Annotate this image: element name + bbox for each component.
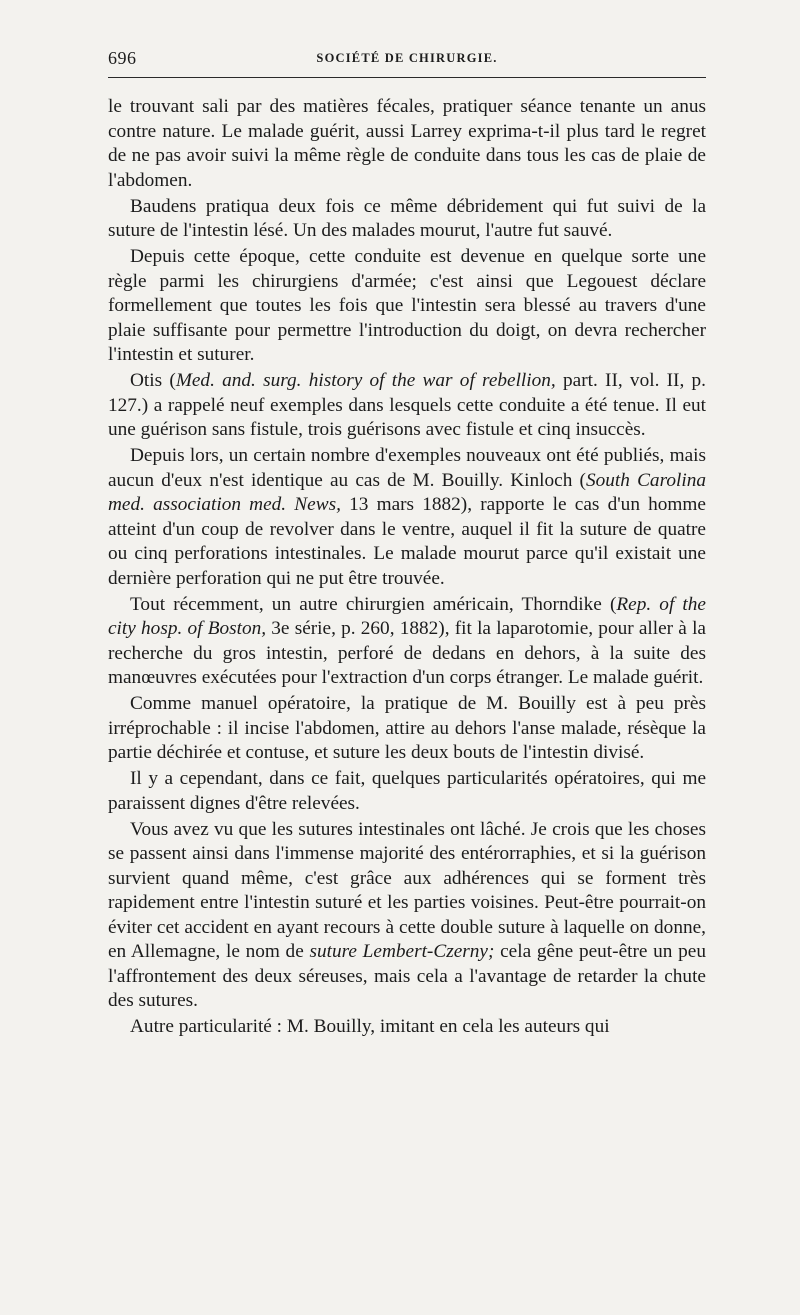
citation-thorndike: Rep. of the city hosp. of Boston, bbox=[108, 593, 706, 639]
body-text bbox=[108, 95, 706, 1041]
term-suture-lembert-czerny: suture Lembert-Czerny; bbox=[309, 941, 495, 962]
paragraph-9-text-c: cela gêne peut-être un peu l'affrontement des deux séreuses, mais cela a l'avantage de retarder la chute des sutures. bbox=[108, 941, 706, 1011]
paragraph-6-text-c: 3e série, p. 260, 1882), fit la laparotomie, pour aller à la recherche du gros intestin, perforé de dedans en dehors, à la suite des manœuvres exécutées pour l'extraction d'un corps étranger. Le malade guérit. bbox=[108, 618, 706, 688]
paragraph-5 bbox=[108, 444, 706, 591]
paragraph-10: Autre particularité : M. Bouilly, imitant en cela les auteurs qui bbox=[130, 1016, 610, 1037]
paragraph-4 bbox=[108, 369, 706, 443]
running-head bbox=[108, 48, 706, 74]
paragraph-5-text-c: 13 mars 1882), rapporte le cas d'un homme atteint d'un coup de revolver dans le ventre, auquel il fit la suture de quatre ou cinq perforations intestinales. Le malade mourut parce qu'il existait une dernière perforation qui ne put être trouvée. bbox=[108, 494, 706, 589]
citation-otis: Med. and. surg. history of the war of rebellion, bbox=[175, 370, 556, 391]
citation-kinloch: South Carolina med. association med. News, bbox=[108, 469, 706, 515]
paragraph-7: Comme manuel opératoire, la pratique de M. Bouilly est à peu près irréprochable : il incise l'abdomen, attire au dehors l'anse malade, résèque la partie déchirée et contuse, et suture les deux bouts de l'intestin divisé. bbox=[108, 693, 706, 763]
page-number: 696 bbox=[108, 48, 137, 68]
paragraph-4-text-a: Otis ( bbox=[130, 370, 176, 391]
paragraph-4-text-c: part. II, vol. II, p. 127.) a rappelé neuf exemples dans lesquels cette conduite a été tenue. Il eut une guérison sans fistule, trois guérisons avec fistule et cinq insuccès. bbox=[108, 370, 706, 440]
paragraph-6-text-a: Tout récemment, un autre chirurgien américain, Thorndike ( bbox=[130, 593, 617, 615]
header-rule bbox=[108, 77, 706, 78]
paragraph-6 bbox=[108, 593, 706, 691]
paragraph-9-text-a: Vous avez vu que les sutures intestinales ont lâché. Je crois que les choses se passent ainsi dans l'immense majorité des entérorraphies, et si la guérison survient quand même, c'est grâce aux adhérences qui se forment très rapidement entre l'intestin suturé et les parties voisines. Peut-être pourrait-on éviter cet accident en ayant recours à cette double suture à laquelle on donne, en Allemagne, le nom de bbox=[108, 818, 706, 962]
paragraph-8: Il y a cependant, dans ce fait, quelques particularités opératoires, qui me paraissent dignes d'être relevées. bbox=[108, 768, 706, 814]
paragraph-2: Baudens pratiqua deux fois ce même débridement qui fut suivi de la suture de l'intestin lésé. Un des malades mourut, l'autre fut sauvé. bbox=[108, 195, 706, 241]
paragraph-5-text-a: Depuis lors, un certain nombre d'exemples nouveaux ont été publiés, mais aucun d'eux n'est identique au cas de M. Bouilly. Kinloch ( bbox=[108, 445, 706, 491]
paragraph-1: le trouvant sali par des matières fécales, pratiquer séance tenante un anus contre nature. Le malade guérit, aussi Larrey exprima-t-il plus tard le regret de ne pas avoir suivi la même règle de conduite dans tous les cas de plaie de l'abdomen. bbox=[108, 96, 706, 191]
running-title: SOCIÉTÉ DE CHIRURGIE. bbox=[316, 51, 498, 65]
paragraph-3: Depuis cette époque, cette conduite est devenue en quelque sorte une règle parmi les chirurgiens d'armée; c'est ainsi que Legouest déclare formellement que toutes les fois que l'intestin sera blessé au travers d'une plaie suffisante pour permettre l'introduction du doigt, on devra rechercher l'intestin et suturer. bbox=[108, 246, 706, 365]
paragraph-9 bbox=[108, 818, 706, 1014]
